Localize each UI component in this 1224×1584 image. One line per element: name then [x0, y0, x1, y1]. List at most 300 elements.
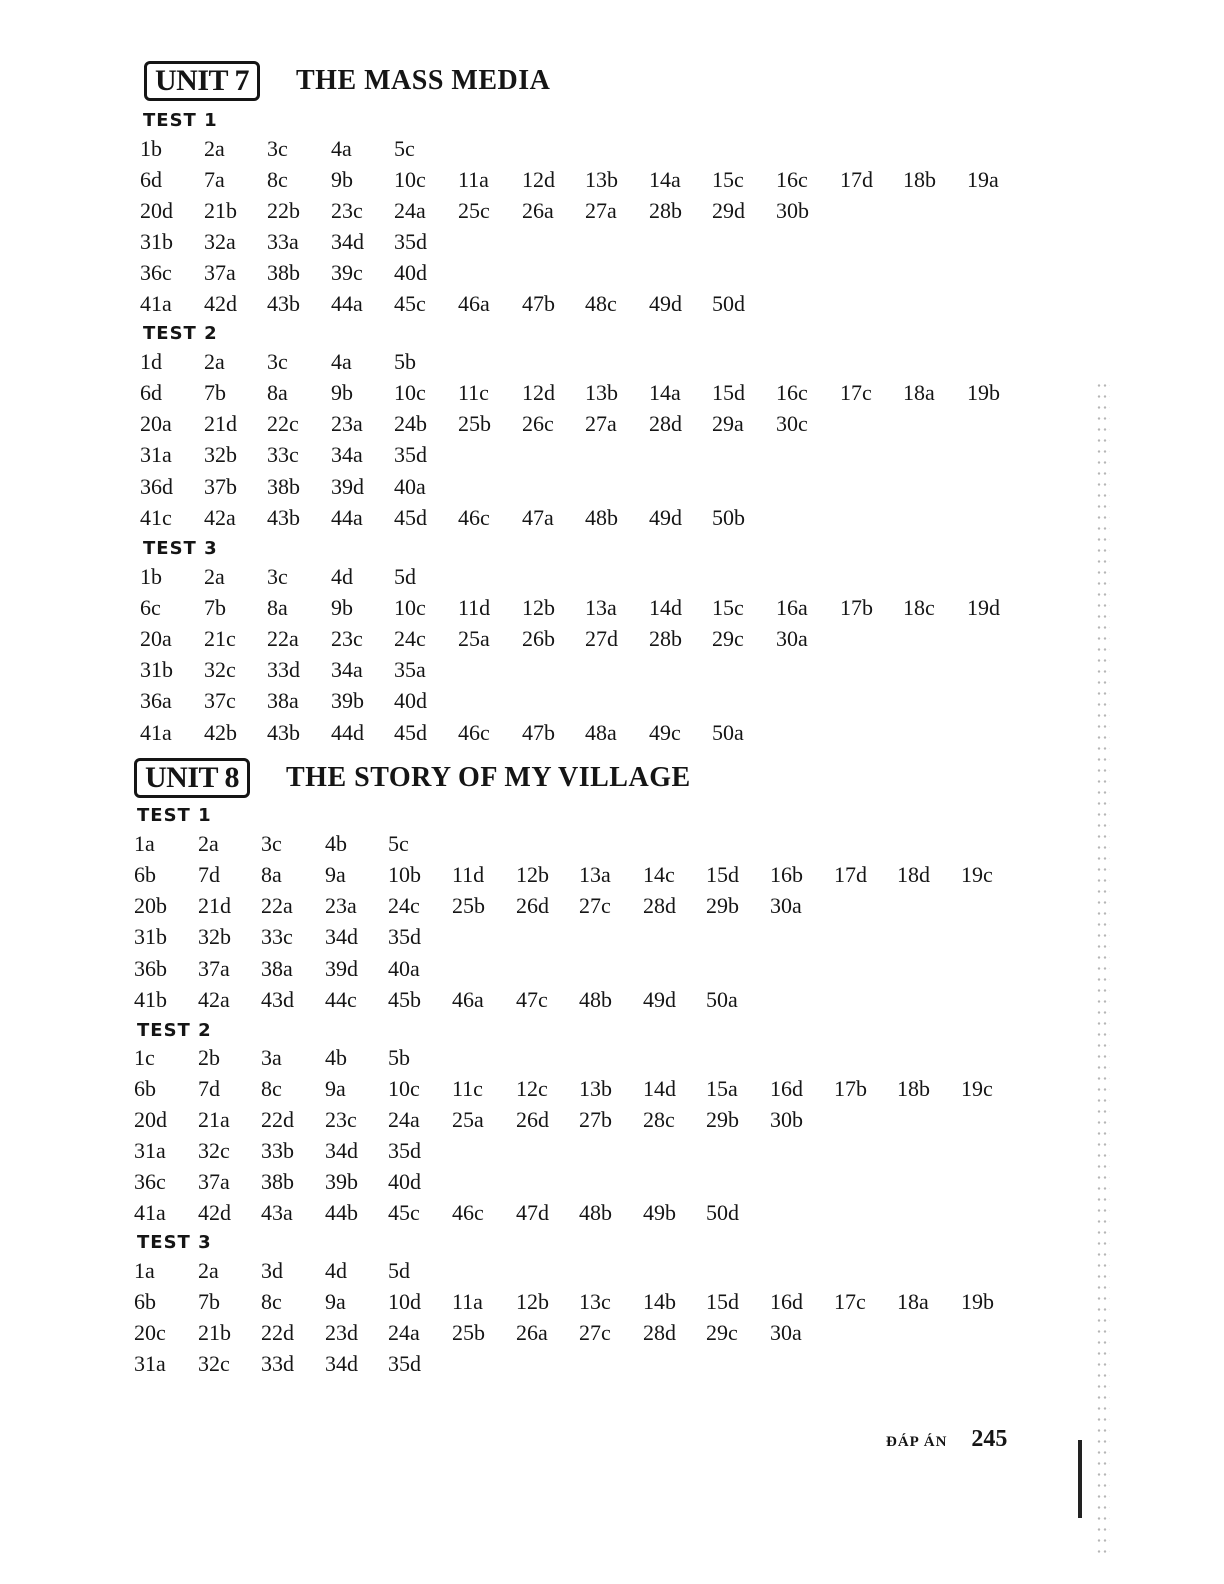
answer-item: 40d	[388, 1169, 421, 1194]
answer-item: 25b	[452, 893, 485, 918]
answer-item: 15c	[712, 595, 744, 620]
answer-item: 27a	[585, 198, 617, 223]
answer-item: 38b	[261, 1169, 294, 1194]
answer-item: 17b	[834, 1076, 867, 1101]
answer-item: 26a	[516, 1320, 548, 1345]
answer-item: 6b	[134, 1076, 156, 1101]
answer-item: 26d	[516, 893, 549, 918]
answer-item: 14a	[649, 167, 681, 192]
test-label: TEST 2	[137, 1020, 212, 1041]
answer-item: 36d	[140, 474, 173, 499]
test-label: TEST 3	[137, 1232, 212, 1253]
answer-item: 6d	[140, 380, 162, 405]
answer-item: 47c	[516, 987, 548, 1012]
answer-item: 50a	[712, 720, 744, 745]
answer-item: 13b	[585, 380, 618, 405]
answer-item: 32c	[198, 1351, 230, 1376]
answer-item: 16a	[776, 595, 808, 620]
answer-item: 14b	[643, 1289, 676, 1314]
answer-item: 28b	[649, 626, 682, 651]
answer-item: 5d	[388, 1258, 410, 1283]
answer-item: 25c	[458, 198, 490, 223]
answer-item: 2a	[204, 564, 225, 589]
answer-item: 42b	[204, 720, 237, 745]
answer-item: 49d	[649, 505, 682, 530]
answer-item: 7d	[198, 1076, 220, 1101]
answer-item: 24a	[394, 198, 426, 223]
answer-item: 34a	[331, 442, 363, 467]
answer-item: 11c	[458, 380, 489, 405]
answer-item: 5d	[394, 564, 416, 589]
answer-item: 39d	[325, 956, 358, 981]
answer-item: 17c	[834, 1289, 866, 1314]
answer-item: 15d	[706, 862, 739, 887]
answer-item: 41c	[140, 505, 172, 530]
answer-item: 7a	[204, 167, 225, 192]
answer-item: 12c	[516, 1076, 548, 1101]
answer-item: 5c	[394, 136, 415, 161]
answer-item: 15d	[712, 380, 745, 405]
answer-item: 30a	[776, 626, 808, 651]
answer-item: 3c	[267, 564, 288, 589]
answer-item: 41b	[134, 987, 167, 1012]
answer-item: 6b	[134, 1289, 156, 1314]
answer-item: 36a	[140, 688, 172, 713]
answer-item: 35d	[388, 1138, 421, 1163]
answer-item: 38b	[267, 260, 300, 285]
answer-item: 13c	[579, 1289, 611, 1314]
answer-item: 24c	[394, 626, 426, 651]
answer-item: 49b	[643, 1200, 676, 1225]
answer-item: 3a	[261, 1045, 282, 1070]
answer-item: 43d	[261, 987, 294, 1012]
answer-item: 46a	[452, 987, 484, 1012]
answer-item: 8c	[261, 1076, 282, 1101]
answer-item: 47a	[522, 505, 554, 530]
answer-item: 9a	[325, 1076, 346, 1101]
answer-item: 44a	[331, 505, 363, 530]
answer-item: 9b	[331, 595, 353, 620]
answer-item: 18a	[897, 1289, 929, 1314]
answer-item: 33d	[261, 1351, 294, 1376]
answer-item: 29c	[706, 1320, 738, 1345]
answer-item: 26a	[522, 198, 554, 223]
answer-item: 6c	[140, 595, 161, 620]
answer-item: 37a	[204, 260, 236, 285]
answer-item: 43a	[261, 1200, 293, 1225]
answer-item: 17b	[840, 595, 873, 620]
answer-item: 36b	[134, 956, 167, 981]
answer-item: 21b	[204, 198, 237, 223]
answer-item: 35d	[388, 924, 421, 949]
answer-item: 26b	[522, 626, 555, 651]
answer-item: 23a	[331, 411, 363, 436]
answer-item: 27a	[585, 411, 617, 436]
answer-item: 4a	[331, 136, 352, 161]
answer-item: 23c	[331, 626, 363, 651]
answer-item: 24a	[388, 1107, 420, 1132]
answer-item: 21a	[198, 1107, 230, 1132]
answer-item: 39b	[325, 1169, 358, 1194]
answer-item: 34a	[331, 657, 363, 682]
unit-7-heading	[144, 59, 550, 103]
answer-item: 30a	[770, 893, 802, 918]
unit-title: THE MASS MEDIA	[295, 65, 551, 96]
answer-item: 33c	[261, 924, 293, 949]
answer-item: 31b	[134, 924, 167, 949]
answer-item: 20d	[140, 198, 173, 223]
answer-item: 40d	[394, 688, 427, 713]
answer-item: 40a	[388, 956, 420, 981]
answer-item: 34d	[325, 924, 358, 949]
answer-item: 16c	[776, 380, 808, 405]
answer-item: 9b	[331, 380, 353, 405]
answer-item: 10c	[388, 1076, 420, 1101]
answer-item: 18b	[903, 167, 936, 192]
answer-item: 32b	[204, 442, 237, 467]
section-label: ĐÁP ÁN	[886, 1434, 948, 1450]
answer-item: 12b	[516, 1289, 549, 1314]
answer-item: 5b	[394, 349, 416, 374]
answer-item: 14d	[649, 595, 682, 620]
answer-item: 13b	[579, 1076, 612, 1101]
answer-item: 3d	[261, 1258, 283, 1283]
answer-item: 35a	[394, 657, 426, 682]
answer-item: 50a	[706, 987, 738, 1012]
answer-item: 31a	[140, 442, 172, 467]
answer-item: 43b	[267, 505, 300, 530]
answer-item: 1d	[140, 349, 162, 374]
answer-item: 15d	[706, 1289, 739, 1314]
answer-item: 4b	[325, 1045, 347, 1070]
answer-item: 39d	[331, 474, 364, 499]
answer-item: 9a	[325, 862, 346, 887]
answer-item: 21c	[204, 626, 236, 651]
answer-item: 35d	[394, 442, 427, 467]
answer-item: 20a	[140, 626, 172, 651]
unit-title: THE STORY OF MY VILLAGE	[285, 762, 691, 793]
answer-item: 49d	[643, 987, 676, 1012]
answer-item: 37c	[204, 688, 236, 713]
answer-item: 28d	[643, 1320, 676, 1345]
answer-item: 47b	[522, 291, 555, 316]
answer-item: 6d	[140, 167, 162, 192]
answer-item: 8a	[267, 595, 288, 620]
answer-item: 45b	[388, 987, 421, 1012]
answer-item: 45c	[388, 1200, 420, 1225]
answer-item: 18b	[897, 1076, 930, 1101]
answer-item: 2a	[204, 349, 225, 374]
answer-item: 5c	[388, 831, 409, 856]
answer-item: 1a	[134, 1258, 155, 1283]
answer-item: 38a	[267, 688, 299, 713]
answer-item: 8a	[261, 862, 282, 887]
answer-item: 1c	[134, 1045, 155, 1070]
answer-item: 22d	[261, 1107, 294, 1132]
answer-item: 2a	[198, 1258, 219, 1283]
answer-item: 6b	[134, 862, 156, 887]
answer-item: 12d	[522, 167, 555, 192]
answer-item: 27d	[585, 626, 618, 651]
answer-item: 3c	[267, 349, 288, 374]
answer-item: 24b	[394, 411, 427, 436]
answer-item: 17c	[840, 380, 872, 405]
answer-item: 10c	[394, 167, 426, 192]
answer-item: 18d	[897, 862, 930, 887]
answer-item: 27c	[579, 1320, 611, 1345]
answer-item: 32c	[198, 1138, 230, 1163]
answer-item: 16b	[770, 862, 803, 887]
answer-item: 27c	[579, 893, 611, 918]
answer-item: 29a	[712, 411, 744, 436]
answer-item: 25b	[458, 411, 491, 436]
answer-item: 41a	[140, 720, 172, 745]
answer-item: 19c	[961, 862, 993, 887]
answer-item: 44a	[331, 291, 363, 316]
test-label: TEST 1	[143, 110, 218, 131]
answer-item: 22a	[267, 626, 299, 651]
answer-item: 4d	[331, 564, 353, 589]
answer-item: 31a	[134, 1351, 166, 1376]
answer-item: 46c	[452, 1200, 484, 1225]
answer-item: 2a	[204, 136, 225, 161]
answer-item: 23a	[325, 893, 357, 918]
page-footer	[886, 1426, 1007, 1453]
answer-item: 10c	[394, 595, 426, 620]
answer-item: 4d	[325, 1258, 347, 1283]
answer-item: 35d	[388, 1351, 421, 1376]
answer-item: 31b	[140, 657, 173, 682]
answer-item: 32b	[198, 924, 231, 949]
answer-item: 44d	[331, 720, 364, 745]
answer-item: 48b	[579, 1200, 612, 1225]
answer-item: 42d	[204, 291, 237, 316]
answer-item: 36c	[134, 1169, 166, 1194]
answer-item: 28c	[643, 1107, 675, 1132]
answer-item: 38a	[261, 956, 293, 981]
answer-item: 40d	[394, 260, 427, 285]
answer-item: 13a	[579, 862, 611, 887]
answer-item: 29b	[706, 893, 739, 918]
answer-item: 18a	[903, 380, 935, 405]
answer-item: 18c	[903, 595, 935, 620]
answer-item: 33d	[267, 657, 300, 682]
answer-item: 11a	[458, 167, 489, 192]
page-number: 245	[971, 1426, 1008, 1452]
answer-item: 45d	[394, 720, 427, 745]
answer-item: 30a	[770, 1320, 802, 1345]
answer-item: 10c	[394, 380, 426, 405]
answer-item: 20c	[134, 1320, 166, 1345]
answer-item: 48b	[585, 505, 618, 530]
answer-item: 7b	[198, 1289, 220, 1314]
answer-item: 5b	[388, 1045, 410, 1070]
answer-item: 32c	[204, 657, 236, 682]
answer-item: 44c	[325, 987, 357, 1012]
answer-item: 22a	[261, 893, 293, 918]
answer-item: 19d	[967, 595, 1000, 620]
answer-item: 50b	[712, 505, 745, 530]
answer-item: 20a	[140, 411, 172, 436]
answer-item: 45c	[394, 291, 426, 316]
answer-item: 20d	[134, 1107, 167, 1132]
answer-item: 7b	[204, 380, 226, 405]
answer-item: 28d	[649, 411, 682, 436]
answer-item: 25a	[452, 1107, 484, 1132]
answer-item: 37b	[204, 474, 237, 499]
answer-item: 12d	[522, 380, 555, 405]
answer-item: 39b	[331, 688, 364, 713]
answer-item: 42a	[198, 987, 230, 1012]
answer-item: 19b	[967, 380, 1000, 405]
unit-8-heading	[134, 756, 691, 800]
answer-item: 45d	[394, 505, 427, 530]
answer-item: 10b	[388, 862, 421, 887]
answer-item: 22c	[267, 411, 299, 436]
answer-item: 33a	[267, 229, 299, 254]
answer-item: 46c	[458, 720, 490, 745]
answer-item: 11d	[458, 595, 491, 620]
answer-item: 26d	[516, 1107, 549, 1132]
unit-badge: UNIT 8	[134, 758, 250, 798]
answer-item: 3c	[267, 136, 288, 161]
answer-item: 16d	[770, 1076, 803, 1101]
answer-item: 48b	[579, 987, 612, 1012]
answer-item: 1b	[140, 564, 162, 589]
answer-item: 46a	[458, 291, 490, 316]
answer-item: 25a	[458, 626, 490, 651]
answer-item: 31a	[134, 1138, 166, 1163]
answer-item: 2a	[198, 831, 219, 856]
answer-item: 38b	[267, 474, 300, 499]
answer-item: 19c	[961, 1076, 993, 1101]
answer-item: 11d	[452, 862, 485, 887]
answer-item: 23c	[331, 198, 363, 223]
answer-item: 30c	[776, 411, 808, 436]
answer-item: 16c	[776, 167, 808, 192]
answer-item: 4a	[331, 349, 352, 374]
answer-item: 22d	[261, 1320, 294, 1345]
answer-item: 8a	[267, 380, 288, 405]
answer-item: 12b	[522, 595, 555, 620]
answer-item: 24c	[388, 893, 420, 918]
answer-item: 29d	[712, 198, 745, 223]
answer-item: 28d	[643, 893, 676, 918]
answer-item: 39c	[331, 260, 363, 285]
answer-item: 8c	[267, 167, 288, 192]
answer-item: 34d	[325, 1351, 358, 1376]
answer-item: 41a	[134, 1200, 166, 1225]
answer-item: 35d	[394, 229, 427, 254]
answer-item: 50d	[712, 291, 745, 316]
answer-item: 34d	[331, 229, 364, 254]
answer-item: 11a	[452, 1289, 483, 1314]
answer-item: 41a	[140, 291, 172, 316]
answer-item: 22b	[267, 198, 300, 223]
answer-item: 49c	[649, 720, 681, 745]
answer-item: 34d	[325, 1138, 358, 1163]
answer-item: 20b	[134, 893, 167, 918]
answer-item: 8c	[261, 1289, 282, 1314]
answer-item: 33b	[261, 1138, 294, 1163]
answer-item: 50d	[706, 1200, 739, 1225]
test-label: TEST 3	[143, 538, 218, 559]
answer-item: 11c	[452, 1076, 483, 1101]
answer-item: 17d	[840, 167, 873, 192]
answer-item: 37a	[198, 956, 230, 981]
answer-item: 43b	[267, 720, 300, 745]
answer-item: 31b	[140, 229, 173, 254]
answer-item: 46c	[458, 505, 490, 530]
answer-item: 29c	[712, 626, 744, 651]
answer-item: 21d	[204, 411, 237, 436]
answer-item: 17d	[834, 862, 867, 887]
answer-item: 7b	[204, 595, 226, 620]
answer-item: 19b	[961, 1289, 994, 1314]
answer-item: 13a	[585, 595, 617, 620]
answer-item: 30b	[770, 1107, 803, 1132]
answer-item: 12b	[516, 862, 549, 887]
answer-item: 4b	[325, 831, 347, 856]
answer-item: 14c	[643, 862, 675, 887]
answer-item: 16d	[770, 1289, 803, 1314]
answer-item: 24a	[388, 1320, 420, 1345]
answer-item: 33c	[267, 442, 299, 467]
answer-item: 10d	[388, 1289, 421, 1314]
answer-item: 15c	[712, 167, 744, 192]
answer-item: 42a	[204, 505, 236, 530]
answer-item: 47b	[522, 720, 555, 745]
answer-item: 23c	[325, 1107, 357, 1132]
answer-item: 19a	[967, 167, 999, 192]
answer-item: 9a	[325, 1289, 346, 1314]
answer-item: 37a	[198, 1169, 230, 1194]
answer-item: 36c	[140, 260, 172, 285]
answer-item: 1b	[140, 136, 162, 161]
answer-item: 47d	[516, 1200, 549, 1225]
answer-item: 1a	[134, 831, 155, 856]
answer-item: 13b	[585, 167, 618, 192]
answer-item: 15a	[706, 1076, 738, 1101]
answer-item: 42d	[198, 1200, 231, 1225]
test-label: TEST 1	[137, 805, 212, 826]
answer-item: 21b	[198, 1320, 231, 1345]
answer-item: 49d	[649, 291, 682, 316]
binding-edge	[1078, 1440, 1082, 1518]
answer-item: 9b	[331, 167, 353, 192]
answer-item: 48c	[585, 291, 617, 316]
answer-item: 48a	[585, 720, 617, 745]
answer-item: 28b	[649, 198, 682, 223]
answer-item: 23d	[325, 1320, 358, 1345]
answer-item: 29b	[706, 1107, 739, 1132]
answer-item: 3c	[261, 831, 282, 856]
answer-item: 7d	[198, 862, 220, 887]
answer-item: 27b	[579, 1107, 612, 1132]
answer-item: 26c	[522, 411, 554, 436]
answer-item: 14d	[643, 1076, 676, 1101]
answer-item: 40a	[394, 474, 426, 499]
answer-item: 21d	[198, 893, 231, 918]
answer-item: 43b	[267, 291, 300, 316]
answer-item: 14a	[649, 380, 681, 405]
answer-item: 44b	[325, 1200, 358, 1225]
scan-noise	[1096, 380, 1110, 1560]
answer-item: 2b	[198, 1045, 220, 1070]
answer-item: 25b	[452, 1320, 485, 1345]
answer-item: 30b	[776, 198, 809, 223]
unit-badge: UNIT 7	[144, 61, 260, 101]
